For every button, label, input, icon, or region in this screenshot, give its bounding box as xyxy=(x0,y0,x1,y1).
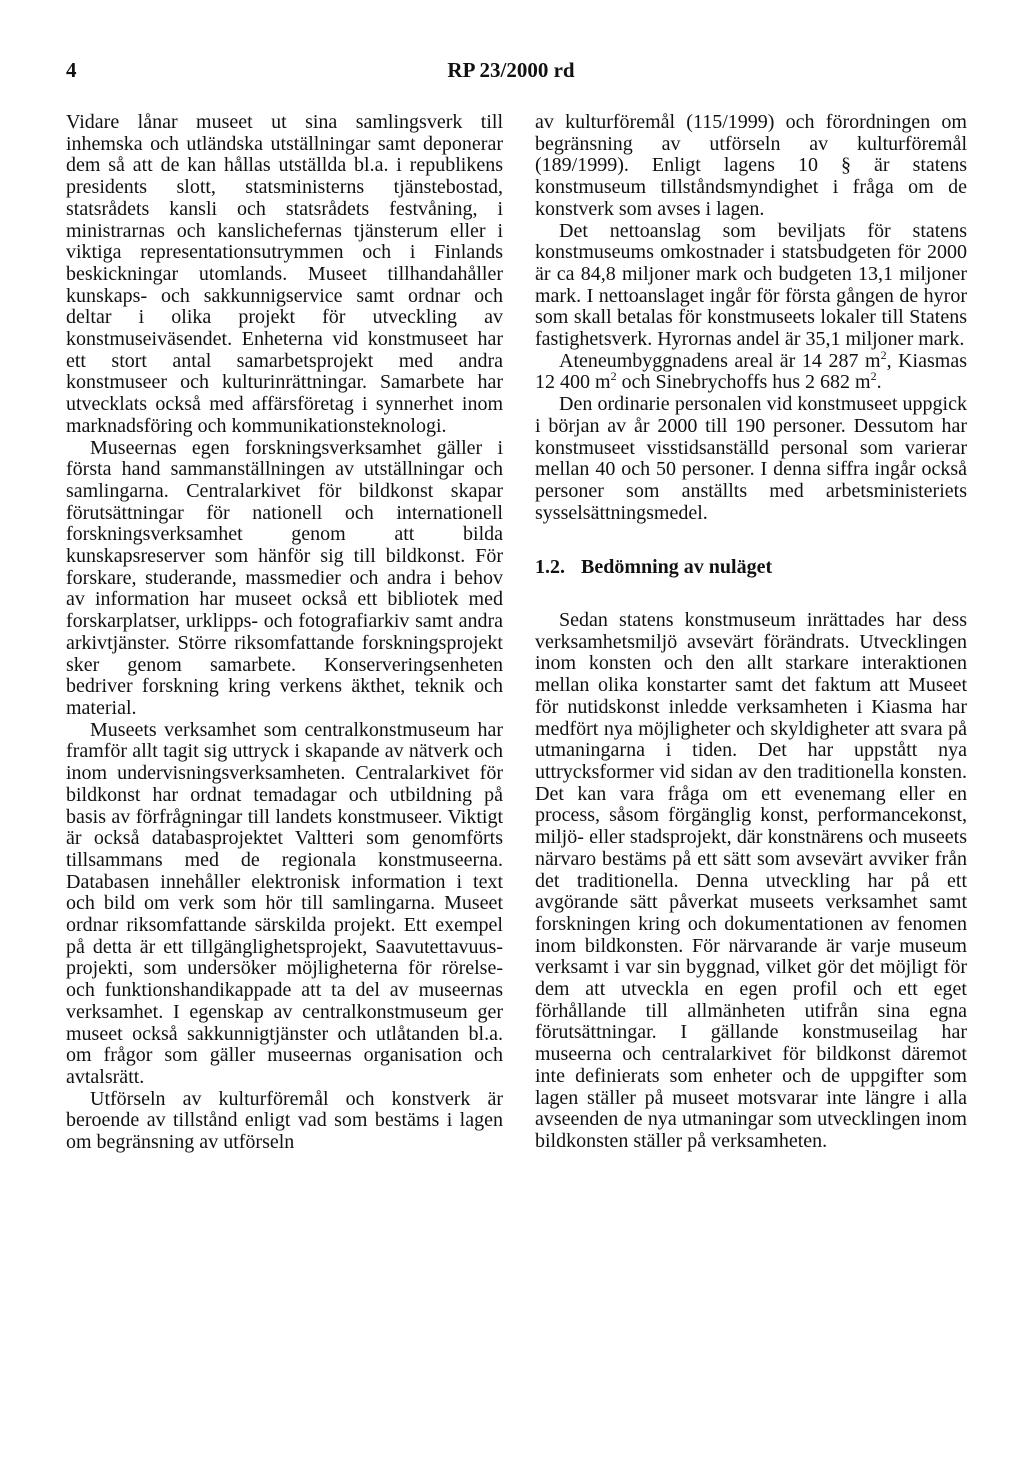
paragraph: Det nettoanslag som beviljats för statens konstmuseums omkostnader i statsbudgeten för 2000 är ca 84,8 miljoner mark och budgeten 13,1 miljoner mark. I nettoanslaget ingår för första gången de hyror som skall betalas för konstmuseets lokaler till Statens fastighetsverk. Hyrornas andel är 35,1 miljoner mark. xyxy=(535,219,967,351)
section-number: 1.2. xyxy=(535,556,565,579)
section-heading xyxy=(535,557,967,579)
page-number: 4 xyxy=(66,58,77,82)
section-title: Bedömning av nuläget xyxy=(581,556,773,579)
superscript: 2 xyxy=(870,369,877,384)
area-text: Ateneumbyggnadens areal är 14 287 m xyxy=(559,349,881,372)
right-column xyxy=(535,112,967,1153)
page-header xyxy=(66,58,956,88)
paragraph: Vidare lånar museet ut sina samlingsverk till inhemska och utländska utställningar samt deponerar dem så att de kan hållas utställda bl.a. i republikens presidents slott, statsministerns tjänstebostad, statsrådets kansli och statsrådets festvåning, i ministrarnas och kanslichefernas tjänsterum eller i viktiga representationsutrymmen och i Finlands beskickningar utomlands. Museet tillhandahåller kunskaps- och sakkunnigservice samt ordnar och deltar i olika projekt för utveckling av konstmuseiväsendet. Enheterna vid konstmuseet har ett stort antal samarbetsprojekt med andra konstmuseer och kulturinrättningar. Samarbete har utvecklats också med affärsföretag i synnerhet inom marknadsföring och kommunikationsteknologi. xyxy=(66,111,503,437)
paragraph: Museernas egen forskningsverksamhet gäller i första hand sammanställningen av utställningar och samlingarna. Centralarkivet för bildkonst skapar förutsättningar för nationell och internationell forskningsverksamhet genom att bilda kunskapsreserver som hänför sig till bildkonst. För forskare, studerande, massmedier och andra i behov av information har museet också ett bibliotek med forskarplatser, urklipps- och fotografiarkiv samt andra arkivtjänster. Större riksomfattande forskningsprojekt sker genom samarbete. Konserveringsenheten bedriver forskning kring verkens äkthet, teknik och material. xyxy=(66,436,503,719)
paragraph: av kulturföremål (115/1999) och förordningen om begränsning av utförseln av kulturföremål (189/1999). Enligt lagens 10 § är statens konstmuseum tillståndsmyndighet i fråga om de konstverk som avses i lagen. xyxy=(535,111,967,220)
paragraph: Museets verksamhet som centralkonstmuseum har framför allt tagit sig uttryck i skapande av nätverk och inom undervisningsverksamheten. Centralarkivet för bildkonst har ordnat temadagar och utbildning på basis av förfrågningar till landets konstmuseer. Viktigt är också databasprojektet Valtteri som genomförts tillsammans med de regionala konstmuseerna. Databasen innehåller elektronisk information i text och bild om verk som hör till samlingarna. Museet ordnar riksomfattande särskilda projekt. Ett exempel på detta är ett tillgänglighetsprojekt, Saavutettavuus-projekti, som undersöker möjligheterna för rörelse- och funktionshandikappade att ta del av museernas verksamhet. I egenskap av centralkonstmuseum ger museet också sakkunnigtjänster och utlåtanden bl.a. om frågor som gäller museernas organisation och avtalsrätt. xyxy=(66,718,503,1088)
area-text: , Kiasmas 12 400 m xyxy=(535,349,967,394)
paragraph: Sedan statens konstmuseum inrättades har dess verksamhetsmiljö avsevärt förändrats. Utvecklingen inom konsten och den allt starkare interaktionen mellan olika konstarter samt det faktum att Museet för nutidskonst inledde verksamheten i Kiasma har medfört nya möjligheter och skyldigheter att svara på utmaningarna i tiden. Det har uppstått nya uttrycksformer vid sidan av den traditionella konsten. Det kan vara fråga om ett evenemang eller en process, såsom förgänglig konst, performancekonst, miljö- eller stadsprojekt, där konstnärens och museets närvaro bestäms på ett sätt som avsevärt avviker från det traditionella. Denna utveckling har på ett avgörande sätt påverkat museets verksamhet samt forskningen kring och dokumentationen av fenomen inom bildkonsten. För närvarande är varje museum verksamt i var sin byggnad, vilket gör det möjligt för dem att utveckla en egen profil och ett eget förhållande till allmänheten utifrån sina egna förutsättningar. I gällande konstmuseilag har museerna och centralarkivet för bildkonst däremot inte definierats som enheter och de uppgifter som lagen ställer på museet motsvarar inte längre i alla avseenden de nya utmaningar som utvecklingen inom bildkonsten ställer på verksamheten. xyxy=(535,609,967,1152)
document-reference: RP 23/2000 rd xyxy=(447,58,575,82)
area-paragraph xyxy=(535,347,967,394)
paragraph: Den ordinarie personalen vid konstmuseet uppgick i början av år 2000 till 190 personer. Dessutom har konstmuseet visstidsanställd personal som varierar mellan 40 och 50 personer. I denna siffra ingår också personer som anställts med arbetsministeriets sysselsättningsmedel. xyxy=(535,393,967,524)
left-column xyxy=(66,112,503,1154)
area-text: . xyxy=(876,371,882,394)
paragraph: Utförseln av kulturföremål och konstverk är beroende av tillstånd enligt vad som bestäms i lagen om begränsning av utförseln xyxy=(66,1087,503,1154)
superscript: 2 xyxy=(610,369,617,384)
superscript: 2 xyxy=(880,347,887,362)
area-text: och Sinebrychoffs hus 2 682 m xyxy=(616,371,871,394)
